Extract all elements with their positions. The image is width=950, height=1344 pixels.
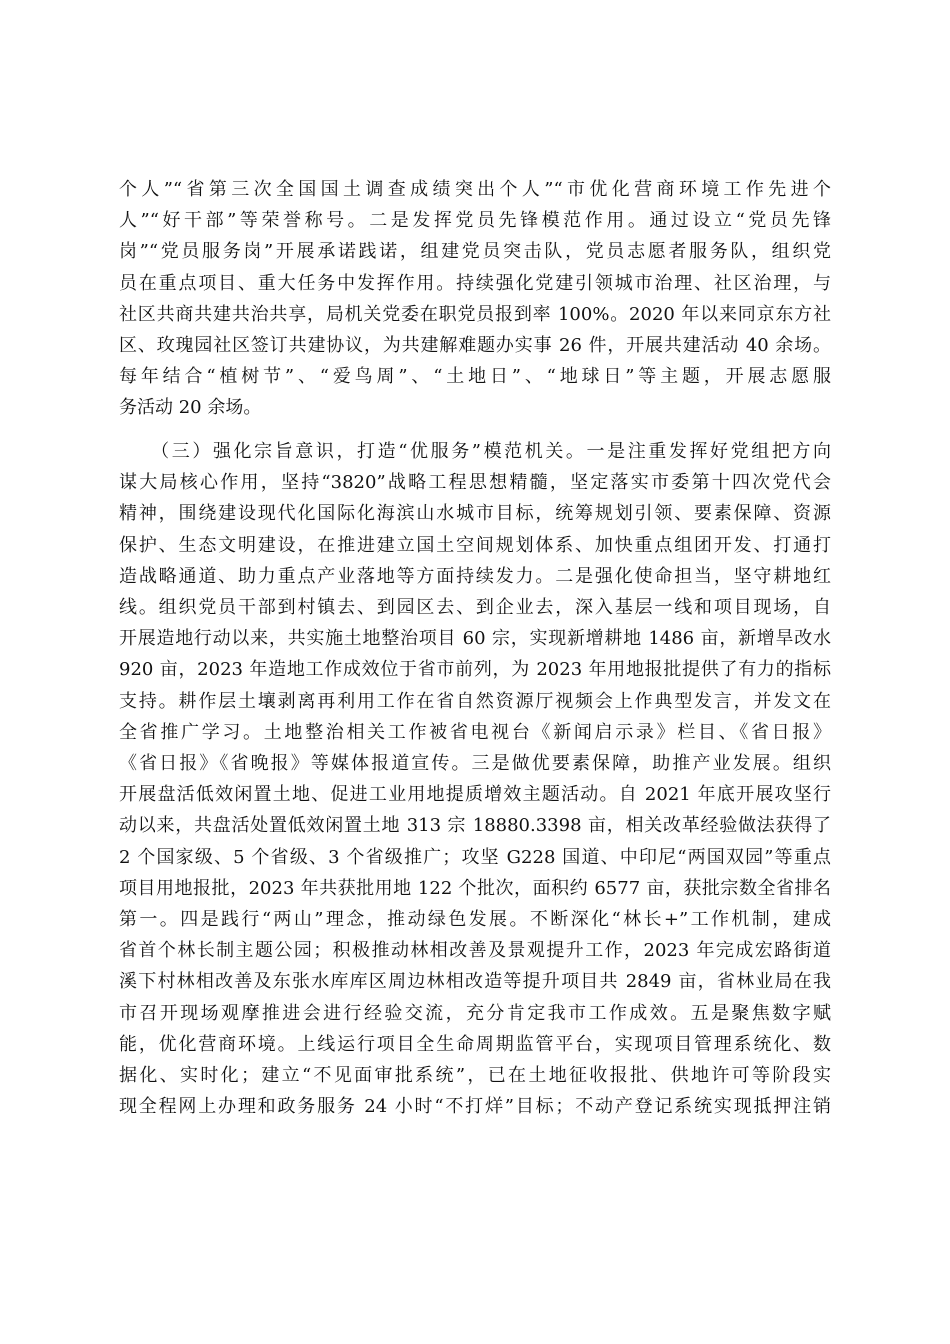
text-line: 能，优化营商环境。上线运行项目全生命周期监管平台，实现项目管理系统化、数 <box>119 1033 831 1055</box>
text-line: 个人”“省第三次全国国土调查成绩突出个人”“市优化营商环境工作先进个 <box>119 179 831 200</box>
text-line: 支持。耕作层土壤剥离再利用工作在省自然资源厅视频会上作典型发言，并发文在 <box>119 690 831 712</box>
text-line: 造战略通道、助力重点产业落地等方面持续发力。二是强化使命担当，坚守耕地红 <box>119 565 831 587</box>
text-line: 线。组织党员干部到村镇去、到园区去、到企业去，深入基层一线和项目现场，自 <box>119 597 831 619</box>
text-line: 精神，围绕建设现代化国际化海滨山水城市目标，统筹规划引领、要素保障、资源 <box>119 503 831 525</box>
paragraph-1 <box>119 174 831 424</box>
text-line: 谋大局核心作用，坚持“3820”战略工程思想精髓，坚定落实市委第十四次党代会 <box>119 472 831 494</box>
text-line: 省首个林长制主题公园；积极推动林相改善及景观提升工作，2023 年完成宏路街道 <box>119 940 831 962</box>
text-line: 务活动 20 余场。 <box>119 397 262 419</box>
text-line: 区、玫瑰园社区签订共建协议，为共建解难题办实事 26 件，开展共建活动 40 余场。 <box>119 335 831 357</box>
text-line: （三）强化宗旨意识，打造“优服务”模范机关。一是注重发挥好党组把方向 <box>119 441 831 462</box>
text-line: 开展盘活低效闲置土地、促进工业用地提质增效主题活动。自 2021 年底开展攻坚行 <box>119 784 831 806</box>
text-line: 岗”“党员服务岗”开展承诺践诺，组建党员突击队，党员志愿者服务队，组织党 <box>119 241 831 263</box>
text-line: 2 个国家级、5 个省级、3 个省级推广；攻坚 G228 国道、中印尼“两国双园”等重点 <box>119 846 831 868</box>
text-line: 人”“好干部”等荣誉称号。二是发挥党员先锋模范作用。通过设立“党员先锋 <box>119 210 831 232</box>
text-line: 据化、实时化；建立“不见面审批系统”，已在土地征收报批、供地许可等阶段实 <box>119 1065 831 1087</box>
text-line: 开展造地行动以来，共实施土地整治项目 60 宗，实现新增耕地 1486 亩，新增旱改水 <box>119 628 831 650</box>
text-line: 市召开现场观摩推进会进行经验交流，充分肯定我市工作成效。五是聚焦数字赋 <box>119 1002 831 1024</box>
text-line: 全省推广学习。土地整治相关工作被省电视台《新闻启示录》栏目、《省日报》 <box>119 721 831 743</box>
paragraph-2 <box>119 436 831 1122</box>
text-line: 第一。四是践行“两山”理念，推动绿色发展。不断深化“林长+”工作机制，建成 <box>119 909 831 931</box>
text-line: 动以来，共盘活处置低效闲置土地 313 宗 18880.3398 亩，相关改革经验做法获得了 <box>119 815 831 837</box>
text-line: 溪下村林相改善及东张水库库区周边林相改造等提升项目共 2849 亩，省林业局在我 <box>119 971 831 993</box>
text-line: 项目用地报批，2023 年共获批用地 122 个批次，面积约 6577 亩，获批宗数全省排名 <box>119 877 831 899</box>
text-line: 员在重点项目、重大任务中发挥作用。持续强化党建引领城市治理、社区治理，与 <box>119 272 831 294</box>
text-line: 保护、生态文明建设，在推进建立国土空间规划体系、加快重点组团开发、打通打 <box>119 534 831 556</box>
text-line: 现全程网上办理和政务服务 24 小时“不打烊”目标；不动产登记系统实现抵押注销 <box>119 1096 831 1118</box>
text-line: 每年结合“植树节”、“爱鸟周”、“土地日”、“地球日”等主题，开展志愿服 <box>119 366 831 388</box>
text-line: 《省日报》《省晚报》等媒体报道宣传。三是做优要素保障，助推产业发展。组织 <box>119 753 831 775</box>
text-line: 920 亩，2023 年造地工作成效位于省市前列，为 2023 年用地报批提供了有力的指标 <box>119 659 831 681</box>
text-line: 社区共商共建共治共享，局机关党委在职党员报到率 100%。2020 年以来同京东方社 <box>119 303 831 325</box>
